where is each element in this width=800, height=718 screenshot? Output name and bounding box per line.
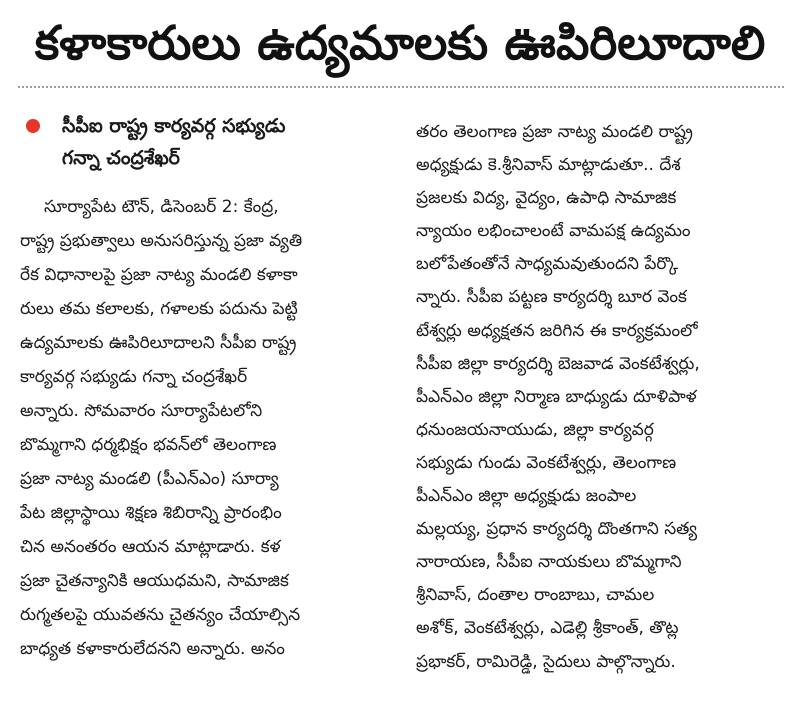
body-line: నారాయణ, సీపీఐ నాయకులు బొమ్మగాని: [416, 552, 682, 573]
left-column-body: [20, 190, 390, 666]
body-line: సూర్యాపేట టౌన్, డిసెంబర్ 2: కేంద్ర,: [44, 197, 279, 217]
body-line: ప్రజా చైతన్యానికి ఆయుధమని, సామాజిక: [20, 571, 289, 591]
body-line: ఉద్యమాలకు ఊపిరిలూదాలని సీపీఐ రాష్ట్ర: [20, 333, 297, 353]
body-line: చిన అనంతరం ఆయన మాట్లాడారు. కళ: [20, 537, 281, 557]
body-line: సభ్యుడు గుండు వెంకటేశ్వర్లు, తెలంగాణ: [416, 452, 677, 473]
body-line: బొమ్మగాని ధర్మభిక్షం భవన్‌లో తెలంగాణ: [20, 435, 277, 455]
article-subhead: [20, 110, 390, 190]
body-line: అధ్యక్షుడు కె.శ్రీనివాస్ మాట్లాడుతూ.. దేశ: [416, 155, 681, 176]
body-line: తరం తెలంగాణ ప్రజా నాట్య మండలి రాష్ట్ర: [416, 122, 693, 142]
right-column: [416, 116, 782, 679]
body-line: పీఎన్ఎం జిల్లా అధ్యక్షుడు జంపాల: [416, 486, 637, 507]
body-line: న్నారు. సీపీఐ పట్టణ కార్యదర్శి బూర వెంక: [416, 287, 687, 308]
body-line: బలోపేతంతోనే సాధ్యమవుతుందని పేర్కొ: [416, 254, 679, 275]
subhead-line-2: గన్నా చంద్రశేఖర్: [62, 147, 180, 169]
body-line: పీఎన్ఎం జిల్లా నిర్మాణ బాధ్యుడు దూళిపాళ: [416, 386, 697, 407]
body-line: న్యాయం లభించాలంటే వామపక్ష ఉద్యమం: [416, 221, 691, 242]
body-line: సీపీఐ జిల్లా కార్యదర్శి బెజవాడ వెంకటేశ్వర్లు,: [416, 353, 700, 374]
article-headline: [14, 6, 786, 80]
body-line: ధనుంజయనాయుడు, జిల్లా కార్యవర్గ: [416, 419, 654, 440]
headline-divider: [18, 86, 784, 88]
body-line: ప్రభాకర్, రామిరెడ్డి, సైదులు పాల్గొన్నారు.: [416, 651, 676, 672]
body-line: మల్లయ్య, ప్రధాన కార్యదర్శి దొంతగాని సత్య: [416, 519, 698, 540]
body-line: శ్రీనివాస్, దంతాల రాంబాబు, చామల: [416, 585, 655, 606]
body-line: అన్నారు. సోమవారం సూర్యాపేటలోని: [20, 401, 263, 421]
body-line: అశోక్, వెంకటేశ్వర్లు, ఎడెల్లి శ్రీకాంత్, తొట్ల: [416, 618, 679, 639]
body-line: బాధ్యత కళాకారులేదనని అన్నారు. అనం: [20, 639, 285, 659]
subhead-line-1: సీపీఐ రాష్ట్ర కార్యవర్గ సభ్యుడు: [62, 115, 286, 137]
red-bullet-icon: [26, 119, 40, 133]
body-line: కార్యవర్గ సభ్యుడు గన్నా చంద్రశేఖర్: [20, 367, 248, 387]
article-headline-text: కళాకారులు ఉద్యమాలకు ఊపిరిలూదాలి: [34, 15, 766, 71]
body-line: రేక విధానాలపై ప్రజా నాట్య మండలి కళాకా: [20, 265, 298, 285]
body-line: ప్రజా నాట్య మండలి (పీఎన్ఎం) సూర్యా: [20, 469, 279, 489]
body-line: పేట జిల్లాస్థాయి శిక్షణ శిబిరాన్ని ప్రారంభిం: [20, 503, 282, 523]
body-line: ప్రజలకు విద్య, వైద్యం, ఉపాధి సామాజిక: [416, 188, 677, 209]
body-line: రులు తమ కలాలకు, గళాలకు పదును పెట్టి: [20, 299, 298, 319]
body-line: రాష్ట్ర ప్రభుత్వాలు అనుసరిస్తున్న ప్రజా వ్యతి: [20, 231, 303, 251]
body-line: టేశ్వర్లు అధ్యక్షతన జరిగిన ఈ కార్యక్రమంలో: [416, 320, 698, 341]
left-column: [20, 110, 390, 666]
body-line: రుగ్మతలపై యువతను చైతన్యం చేయాల్సిన: [20, 605, 301, 625]
